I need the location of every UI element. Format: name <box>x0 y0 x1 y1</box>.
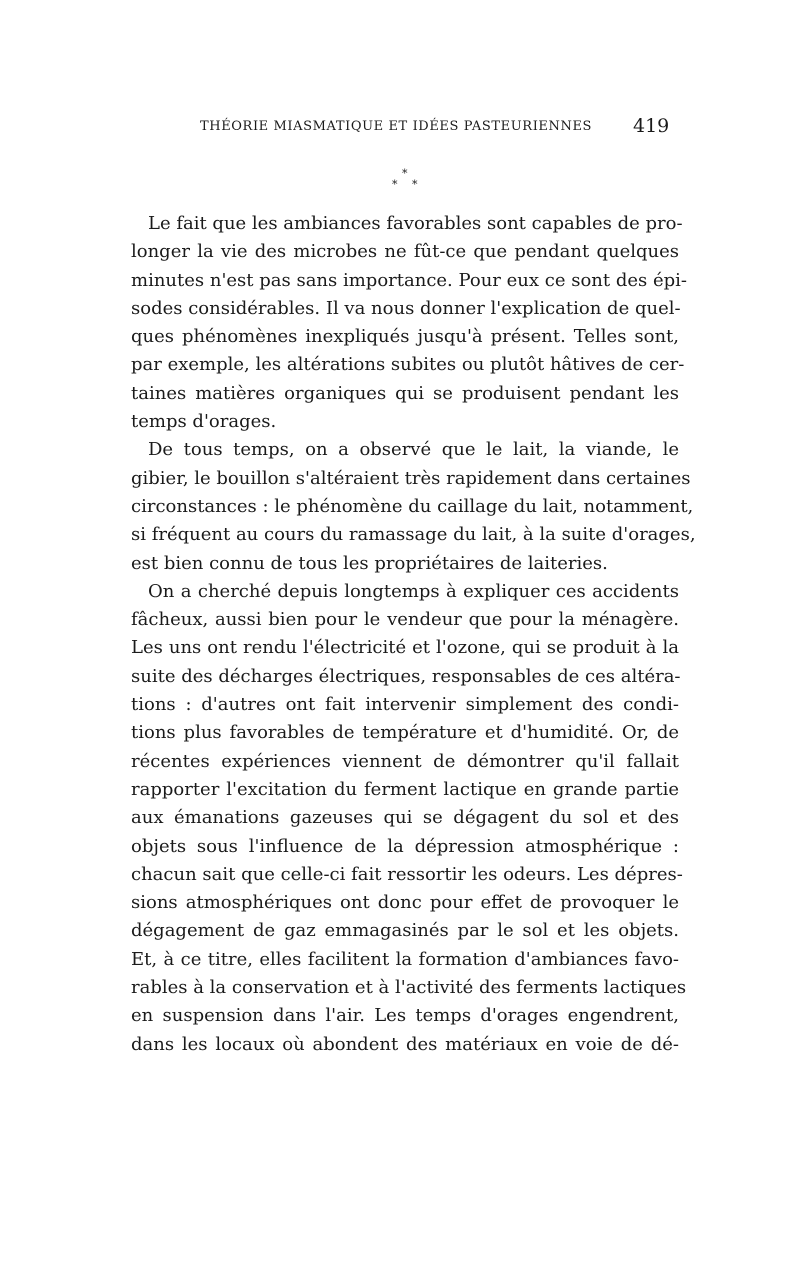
page-number: 419 <box>633 115 670 137</box>
text-line: chacun sait que celle-ci fait ressortir les odeurs. Les dépres- <box>131 863 683 885</box>
text-line: aux émanations gazeuses qui se dégagent du sol et des <box>131 807 679 829</box>
asterism-star: * <box>412 178 418 191</box>
text-line: rapporter l'excitation du ferment lactique en grande partie <box>131 778 679 800</box>
text-line: Le fait que les ambiances favorables sont capables de pro- <box>148 213 683 234</box>
running-head-title: THÉORIE MIASMATIQUE ET IDÉES PASTEURIENNES <box>200 119 593 134</box>
text-line: suite des décharges électriques, responsables de ces altéra- <box>131 665 681 687</box>
text-line: taines matières organiques qui se produisent pendant les <box>131 382 679 404</box>
text-line: longer la vie des microbes ne fût-ce que pendant quelques <box>131 241 679 263</box>
text-line: minutes n'est pas sans importance. Pour eux ce sont des épi- <box>131 269 687 291</box>
text-line: objets sous l'influence de la dépression atmosphérique : <box>131 835 679 857</box>
asterism-star: * <box>392 178 398 191</box>
text-line: en suspension dans l'air. Les temps d'orages engendrent, <box>131 1005 679 1027</box>
text-line: ques phénomènes inexpliqués jusqu'à présent. Telles sont, <box>131 326 679 348</box>
text-line: rables à la conservation et à l'activité des ferments lactiques <box>131 977 687 999</box>
body-text <box>131 210 696 1059</box>
text-line: Et, à ce titre, elles facilitent la formation d'ambiances favo- <box>131 948 679 970</box>
text-line: est bien connu de tous les propriétaires de laiteries. <box>131 552 608 574</box>
text-line: On a cherché depuis longtemps à expliquer ces accidents <box>148 580 679 602</box>
text-line: circonstances : le phénomène du caillage du lait, notamment, <box>131 495 694 517</box>
text-line: temps d'orages. <box>131 411 277 433</box>
asterism-ornament <box>388 168 430 194</box>
text-line: si fréquent au cours du ramassage du lait, à la suite d'orages, <box>131 524 696 546</box>
asterism-star: * <box>402 167 408 180</box>
text-line: sodes considérables. Il va nous donner l'explication de quel- <box>131 297 681 319</box>
text-line: gibier, le bouillon s'altéraient très rapidement dans certaines <box>131 467 691 489</box>
text-line: tions plus favorables de température et d'humidité. Or, de <box>131 722 679 744</box>
text-line: Les uns ont rendu l'électricité et l'ozone, qui se produit à la <box>131 637 679 659</box>
text-line: récentes expériences viennent de démontrer qu'il fallait <box>131 750 679 772</box>
text-line: dans les locaux où abondent des matériaux en voie de dé- <box>131 1033 679 1055</box>
text-line: dégagement de gaz emmagasinés par le sol et les objets. <box>131 920 679 942</box>
text-line: fâcheux, aussi bien pour le vendeur que pour la ménagère. <box>131 609 679 631</box>
text-line: par exemple, les altérations subites ou plutôt hâtives de cer- <box>131 354 685 376</box>
text-line: tions : d'autres ont fait intervenir simplement des condi- <box>131 694 679 716</box>
text-line: De tous temps, on a observé que le lait, la viande, le <box>148 439 679 461</box>
text-line: sions atmosphériques ont donc pour effet de provoquer le <box>131 892 679 914</box>
